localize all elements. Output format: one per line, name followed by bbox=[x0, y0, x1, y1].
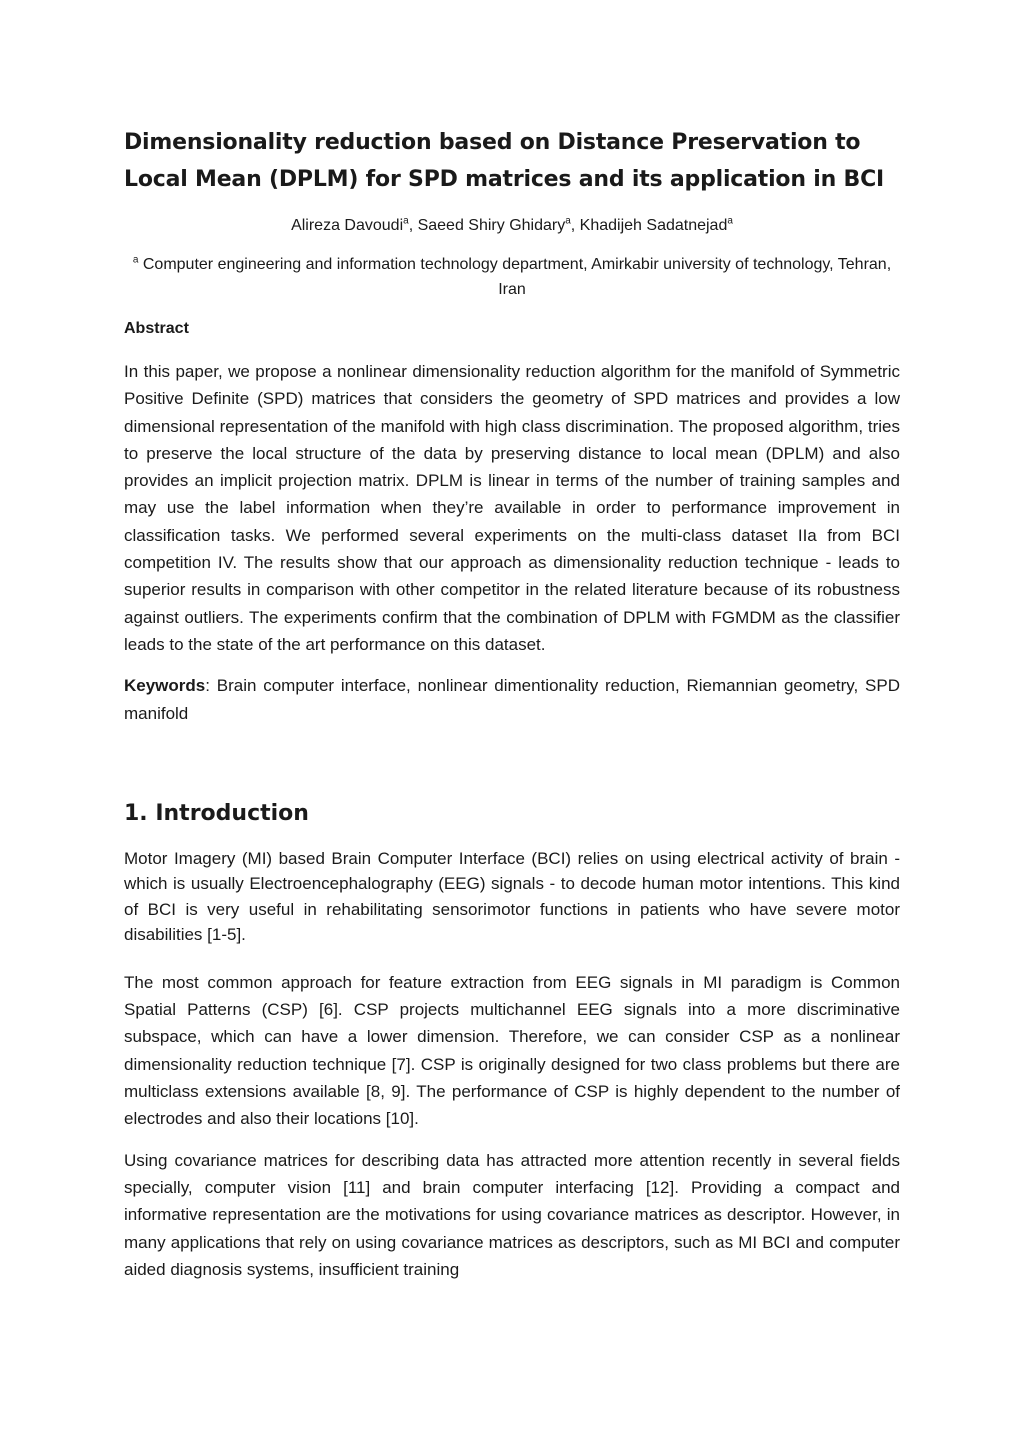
affiliation-mark: a bbox=[132, 254, 139, 266]
author-list bbox=[124, 215, 900, 237]
intro-paragraph: Motor Imagery (MI) based Brain Computer Interface (BCI) relies on using electrical activity of brain - which is usually Electroencephalography (EEG) signals - to decode human motor intentions. This kind of BCI is very useful in rehabilitating sensorimotor functions in patients who have severe motor disabilities [1-5]. bbox=[124, 848, 900, 945]
author-affiliation-mark: a bbox=[403, 215, 409, 227]
author-affiliation-mark: a bbox=[565, 215, 571, 227]
affiliation bbox=[124, 252, 900, 302]
author-name: Alireza Davoudi bbox=[291, 217, 404, 234]
author-separator: , bbox=[570, 217, 580, 234]
keywords-label: Keywords bbox=[124, 676, 206, 696]
keywords-text: : Brain computer interface, nonlinear dimentionality reduction, Riemannian geometry, SPD manifold bbox=[124, 676, 900, 723]
paper-page bbox=[124, 124, 900, 1283]
author-affiliation-mark: a bbox=[727, 215, 733, 227]
paper-title: Dimensionality reduction based on Distance Preservation to Local Mean (DPLM) for SPD matrices and its application in BCI bbox=[124, 130, 885, 192]
abstract-text: In this paper, we propose a nonlinear dimensionality reduction algorithm for the manifold of Symmetric Positive Definite (SPD) matrices that considers the geometry of SPD matrices and provides a low dimensional representation of the manifold with high class discrimination. The proposed algorithm, tries to preserve the local structure of the data by preserving distance to local mean (DPLM) and also provides an implicit projection matrix. DPLM is linear in terms of the number of training samples and may use the label information when they’re available in order to performance improvement in classification tasks. We performed several experiments on the multi-class dataset IIa from BCI competition IV. The results show that our approach as dimensionality reduction technique - leads to superior results in comparison with other competitor in the related literature because of its robustness against outliers. The experiments confirm that the combination of DPLM with FGMDM as the classifier leads to the state of the art performance on this dataset. bbox=[124, 362, 900, 654]
intro-paragraph: Using covariance matrices for describing data has attracted more attention recently in several fields specially, computer vision [11] and brain computer interfacing [12]. Providing a compact and informative representation are the motivations for using covariance matrices as descriptor. However, in many applications that rely on using covariance matrices as descriptors, such as MI BCI and computer aided diagnosis systems, insufficient training bbox=[124, 1150, 900, 1279]
author-name: Saeed Shiry Ghidary bbox=[417, 217, 566, 234]
abstract-heading: Abstract bbox=[124, 320, 189, 337]
author-name: Khadijeh Sadatnejad bbox=[579, 217, 728, 234]
section-heading-introduction: 1. Introduction bbox=[124, 800, 309, 826]
author-separator: , bbox=[408, 217, 418, 234]
keywords bbox=[124, 672, 900, 727]
intro-paragraph: The most common approach for feature extraction from EEG signals in MI paradigm is Common Spatial Patterns (CSP) [6]. CSP projects multichannel EEG signals into a more discriminative subspace, which can have a lower dimension. Therefore, we can consider CSP as a nonlinear dimensionality reduction technique [7]. CSP is originally designed for two class problems but there are multiclass extensions available [8, 9]. The performance of CSP is highly dependent to the number of electrodes and also their locations [10]. bbox=[124, 972, 900, 1129]
affiliation-text: Computer engineering and information technology department, Amirkabir university of technology, Tehran, Iran bbox=[138, 256, 892, 298]
